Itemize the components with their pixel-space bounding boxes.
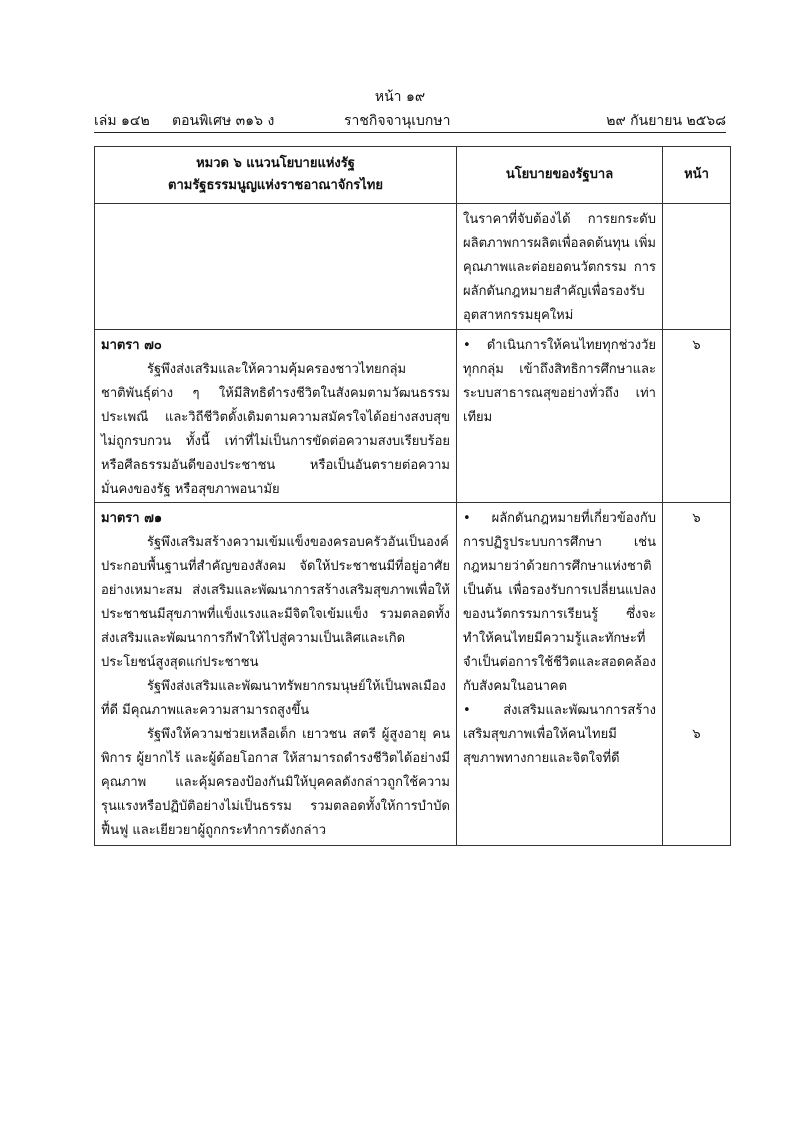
section-paragraph: รัฐพึงส่งเสริมและให้ความคุ้มครองชาวไทยกลุ่มชาติพันธุ์ต่าง ๆ ให้มีสิทธิดำรงชีวิตในสังคมตามวัฒนธรรม ประเพณี และวิถีชีวิตดั้งเดิมตามความสมัครใจได้อย่างสงบสุข ไม่ถูกรบกวน ทั้งนี้ เท่าที่ไม่เป็นการขัดต่อความสงบเรียบร้อยหรือศีลธรรมอันดีของประชาชน หรือเป็นอันตรายต่อความมั่นคงของรัฐ หรือสุขภาพอนามัย — [101, 362, 450, 497]
table-row — [95, 330, 731, 503]
section-title: มาตรา ๗๐ — [101, 338, 162, 353]
policy-table — [94, 146, 731, 846]
table-row — [95, 503, 731, 846]
table-row — [95, 204, 731, 330]
section-title: มาตรา ๗๑ — [101, 511, 163, 526]
policy-cell — [457, 503, 663, 846]
gazette-header — [94, 110, 726, 130]
header-constitution-line2: ตามรัฐธรรมนูญแห่งราชอาณาจักรไทย — [168, 178, 383, 193]
section-paragraph: รัฐพึงส่งเสริมและพัฒนาทรัพยากรมนุษย์ให้เป็นพลเมืองที่ดี มีคุณภาพและความสามารถสูงขึ้น — [101, 679, 446, 718]
policy-cell — [457, 330, 663, 503]
continuation-page-cell — [663, 204, 731, 330]
header-constitution — [95, 147, 457, 204]
page-cell — [663, 330, 731, 503]
volume-label: เล่ม ๑๔๒ — [94, 113, 150, 129]
section-cell — [95, 330, 457, 503]
table-header-row — [95, 147, 731, 204]
section-paragraph: รัฐพึงให้ความช่วยเหลือเด็ก เยาวชน สตรี ผู้สูงอายุ คนพิการ ผู้ยากไร้ และผู้ด้อยโอกาส ให้สามารถดำรงชีวิตได้อย่างมีคุณภาพ และคุ้มครองป้องกันมิให้บุคคลดังกล่าวถูกใช้ความรุนแรงหรือปฏิบัติอย่างไม่เป็นธรรม รวมตลอดทั้งให้การบำบัด ฟื้นฟู และเยียวยาผู้ถูกกระทำการดังกล่าว — [101, 727, 450, 838]
page-number: หน้า ๑๙ — [374, 89, 426, 105]
header-rule — [94, 132, 726, 133]
header-page: หน้า — [663, 147, 731, 204]
section-paragraph: รัฐพึงเสริมสร้างความเข้มแข็งของครอบครัวอันเป็นองค์ประกอบพื้นฐานที่สำคัญของสังคม จัดให้ประชาชนมีที่อยู่อาศัยอย่างเหมาะสม ส่งเสริมและพัฒนาการสร้างเสริมสุขภาพเพื่อให้ประชาชนมีสุขภาพที่แข็งแรงและมีจิตใจเข้มแข็ง รวมตลอดทั้งส่งเสริมและพัฒนาการกีฬาให้ไปสู่ความเป็นเลิศและเกิดประโยชน์สูงสุดแก่ประชาชน — [101, 535, 450, 670]
policy-item: • ดำเนินการให้คนไทยทุกช่วงวัย ทุกกลุ่ม เข้าถึงสิทธิการศึกษาและระบบสาธารณสุขอย่างทั่วถึง เท่าเทียม — [463, 338, 656, 425]
continuation-empty-cell — [95, 204, 457, 330]
policy-item: • ผลักดันกฎหมายที่เกี่ยวข้องกับการปฏิรูประบบการศึกษา เช่น กฎหมายว่าด้วยการศึกษาแห่งชาติ เป็นต้น เพื่อรองรับการเปลี่ยนแปลงของนวัตกรรมการเรียนรู้ ซึ่งจะทำให้คนไทยมีความรู้และทักษะที่จำเป็นต่อการใช้ชีวิตและสอดคล้องกับสังคมในอนาคต — [463, 511, 656, 694]
continuation-policy-cell — [457, 204, 663, 330]
page-ref: ๖ — [692, 727, 701, 742]
policy-item: • ส่งเสริมและพัฒนาการสร้างเสริมสุขภาพเพื่อให้คนไทยมีสุขภาพทางกายและจิตใจที่ดี — [463, 703, 656, 766]
publication-name: ราชกิจจานุเบกษา — [344, 113, 451, 129]
publication-date: ๒๙ กันยายน ๒๕๖๘ — [606, 113, 726, 129]
page-ref: ๖ — [692, 511, 701, 526]
page-cell — [663, 503, 731, 846]
header-constitution-line1: หมวด ๖ แนวนโยบายแห่งรัฐ — [196, 156, 355, 171]
section-cell — [95, 503, 457, 846]
header-policy: นโยบายของรัฐบาล — [457, 147, 663, 204]
issue-label: ตอนพิเศษ ๓๑๖ ง — [172, 113, 275, 129]
page-ref: ๖ — [692, 338, 701, 353]
continuation-policy-text: ในราคาที่จับต้องได้ การยกระดับผลิตภาพการผลิตเพื่อลดต้นทุน เพิ่มคุณภาพและต่อยอดนวัตกรรม การผลักดันกฎหมายสำคัญเพื่อรองรับอุตสาหกรรมยุคใหม่ — [463, 212, 656, 323]
